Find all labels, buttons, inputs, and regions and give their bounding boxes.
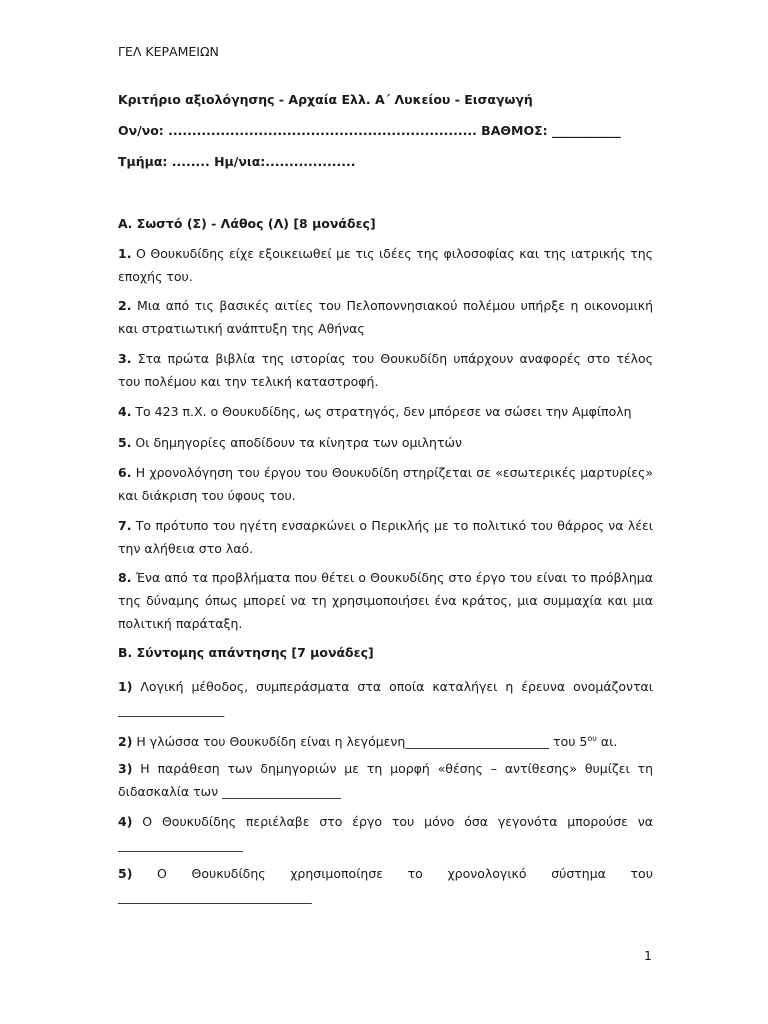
page-number: 1: [644, 948, 652, 963]
question-word: χρονολογικό: [447, 866, 527, 881]
question-text: Μια από τις βασικές αιτίες του Πελοποννησιακού πολέμου υπήρξε η οικονομική και στρατιωτική ανάπτυξη της Αθήνας: [118, 298, 653, 336]
question-a-6: [118, 461, 653, 507]
question-b-2: [118, 727, 653, 753]
document-page: [118, 0, 653, 1024]
question-word: σύστημα: [551, 866, 606, 881]
question-text: Λογική μέθοδος, συμπεράσματα στα οποία καταλήγει η έρευνα ονομάζονται _________________: [118, 679, 653, 717]
question-b-1: [118, 675, 653, 721]
question-number: 4): [118, 814, 133, 829]
question-text: Το πρότυπο του ηγέτη ενσαρκώνει ο Περικλής με το πολιτικό του θάρρος να λέει την αλήθεια στο λαό.: [118, 518, 653, 556]
question-a-8: [118, 566, 653, 635]
question-a-1: [118, 242, 653, 288]
question-number: 1): [118, 679, 133, 694]
question-number: 3): [118, 761, 133, 776]
question-word: του: [630, 866, 653, 881]
question-number: 2.: [118, 298, 132, 313]
question-number: 3.: [118, 351, 132, 366]
question-word: Ο: [157, 866, 167, 881]
question-b-3: [118, 757, 653, 803]
name-line: [118, 123, 621, 138]
question-a-2: [118, 294, 653, 340]
question-number: 6.: [118, 465, 132, 480]
question-text: Οι δημηγορίες αποδίδουν τα κίνητρα των ομιλητών: [131, 435, 462, 450]
name-label: Ον/νο: .................................................................: [118, 123, 477, 138]
question-text: Ένα από τα προβλήματα που θέτει ο Θουκυδίδης στο έργο του είναι το πρόβλημα της δύναμης όπως μπορεί να τη χρησιμοποιήσει ένα κράτος, μια συμμαχία και μια πολιτική παράταξη.: [118, 570, 653, 631]
question-a-7: [118, 514, 653, 560]
grade-label: ΒΑΘΜΟΣ: ___________: [476, 123, 621, 138]
question-text: Το 423 π.Χ. ο Θουκυδίδης, ως στρατηγός, δεν μπόρεσε να σώσει την Αμφίπολη: [131, 404, 632, 419]
question-a-4: [118, 400, 653, 423]
question-number: 7.: [118, 518, 132, 533]
question-text: Η χρονολόγηση του έργου του Θουκυδίδη στηρίζεται σε «εσωτερικές μαρτυρίες» και διάκριση του ύφους του.: [118, 465, 653, 503]
question-number: 5.: [118, 435, 132, 450]
question-text: Η παράθεση των δημηγοριών με τη μορφή «θέσης – αντίθεσης» θυμίζει τη διδασκαλία των ___________________: [118, 761, 653, 799]
question-number: 2): [118, 734, 133, 750]
question-text: Ο Θουκυδίδης περιέλαβε στο έργο του μόνο όσα γεγονότα μπορούσε να ____________________: [118, 814, 653, 852]
question-a-5: [118, 431, 653, 454]
question-a-3: [118, 347, 653, 393]
section-b-heading: Β. Σύντομης απάντησης [7 μονάδες]: [118, 645, 374, 660]
question-number: 4.: [118, 404, 132, 419]
question-text: Η γλώσσα του Θουκυδίδη είναι η λεγόμενη_______________________ του 5: [132, 734, 588, 750]
section-a-heading: Α. Σωστό (Σ) - Λάθος (Λ) [8 μονάδες]: [118, 216, 376, 231]
question-text: Στα πρώτα βιβλία της ιστορίας του Θουκυδίδη υπάρχουν αναφορές στο τέλος του πολέμου και την τελική καταστροφή.: [118, 351, 653, 389]
question-tail: αι.: [596, 734, 618, 750]
question-b-4: [118, 810, 653, 856]
question-number: 8.: [118, 570, 132, 585]
question-words: [118, 862, 653, 885]
question-b-5: [118, 862, 653, 908]
question-word: Θουκυδίδης: [191, 866, 266, 881]
question-text: Ο Θουκυδίδης είχε εξοικειωθεί με τις ιδέες της φιλοσοφίας και της ιατρικής της εποχής του.: [118, 246, 653, 284]
question-number: 1.: [118, 246, 132, 261]
question-number: 5): [118, 866, 133, 881]
ordinal-suffix: ου: [587, 734, 597, 743]
exam-title: Κριτήριο αξιολόγησης - Αρχαία Ελλ. Α΄ Λυκείου - Εισαγωγή: [118, 92, 533, 107]
question-word: το: [407, 866, 423, 881]
school-header: ΓΕΛ ΚΕΡΑΜΕΙΩΝ: [118, 44, 219, 59]
class-date-line: Τμήμα: ........ Ημ/νια:...................: [118, 154, 356, 169]
answer-blank: _______________________________: [118, 889, 312, 904]
question-word: χρησιμοποίησε: [290, 866, 384, 881]
